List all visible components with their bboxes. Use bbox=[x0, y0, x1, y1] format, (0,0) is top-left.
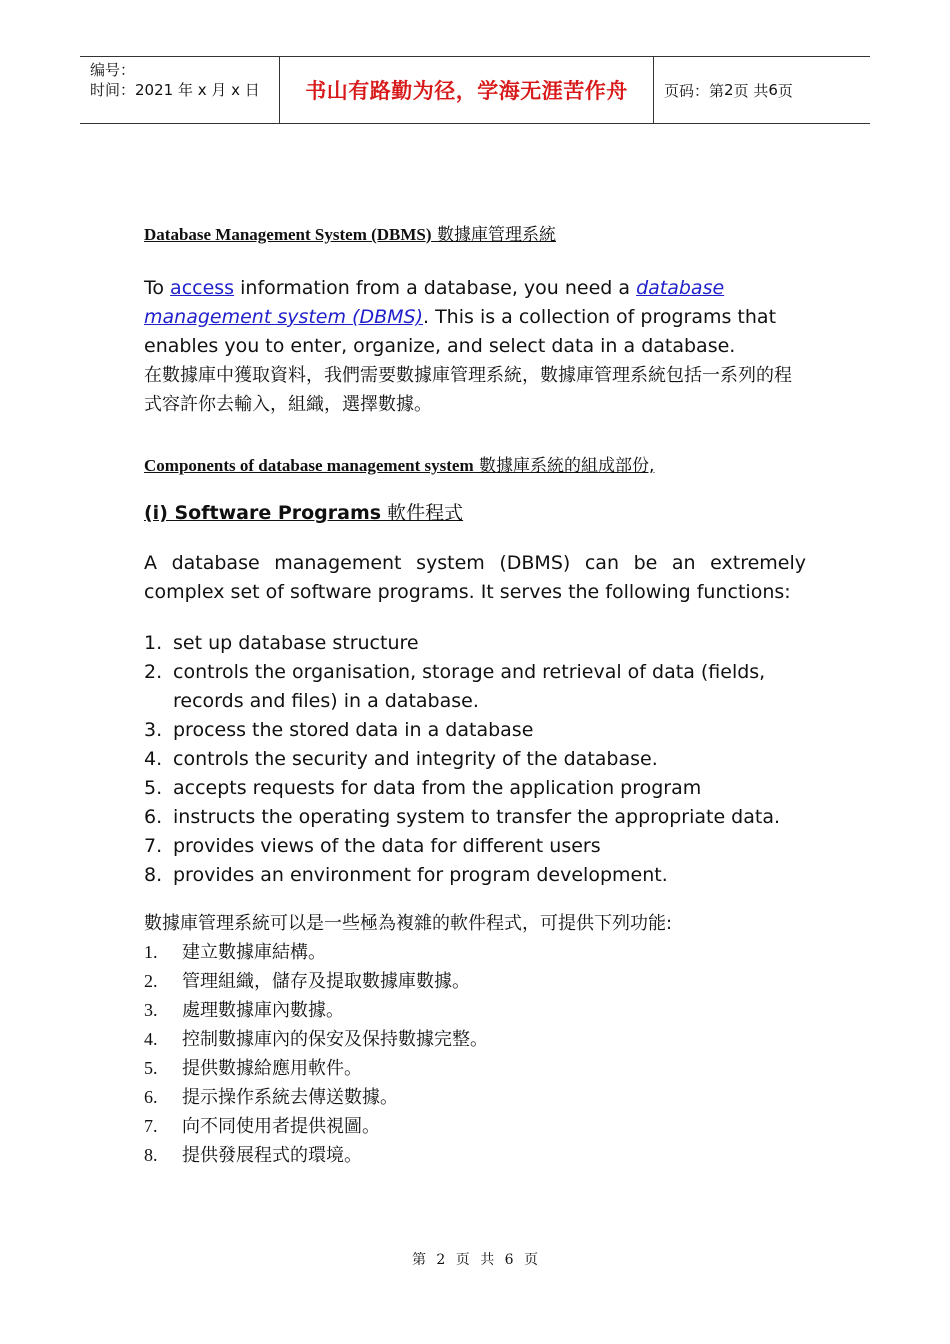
list-item-text: 建立數據庫結構。 bbox=[182, 942, 326, 963]
list-item-text: controls the organisation, storage and retrieval of data (fields, records and files) in a database. bbox=[173, 661, 766, 712]
list-item bbox=[144, 996, 806, 1025]
header-page-total: 6 bbox=[768, 81, 778, 99]
header-page-info bbox=[654, 57, 870, 123]
list-item-number: 5. bbox=[144, 1058, 158, 1078]
header-page-mid: 页 共 bbox=[733, 81, 769, 100]
list-item-number: 4. bbox=[144, 1029, 158, 1049]
list-item-number: 6. bbox=[144, 806, 163, 828]
list-item-text: provides an environment for program development. bbox=[173, 864, 668, 886]
list-item bbox=[144, 716, 806, 745]
list-item-text: 向不同使用者提供視圖。 bbox=[182, 1116, 380, 1137]
list-item-text: accepts requests for data from the application program bbox=[173, 777, 702, 799]
list-item bbox=[144, 938, 806, 967]
description-line-1: A database management system (DBMS) can be an extremely bbox=[144, 552, 806, 574]
list-item-number: 8. bbox=[144, 864, 163, 886]
list-item-number: 2. bbox=[144, 661, 163, 683]
list-item bbox=[144, 803, 806, 832]
page-footer: 第 2 页 共 6 页 bbox=[411, 1252, 539, 1268]
list-item bbox=[144, 1112, 806, 1141]
header-page-label: 页码：第 bbox=[664, 81, 725, 100]
doc-time-label: 时间：2021 年 x 月 x 日 bbox=[90, 81, 260, 99]
list-item bbox=[144, 1141, 806, 1170]
intro-paragraph: To access information from a database, you need a database management system (DBMS). This is a collection of programs that enables you to enter, organize, and select data in a database. bbox=[144, 277, 777, 357]
description-line-2: complex set of software programs. It serves the following functions: bbox=[144, 581, 791, 603]
list-item bbox=[144, 967, 806, 996]
list-item bbox=[144, 745, 806, 774]
header-page-number: 2 bbox=[724, 81, 734, 99]
list-item-number: 8. bbox=[144, 1145, 158, 1165]
list-item-text: provides views of the data for different users bbox=[173, 835, 601, 857]
dbms-link[interactable]: database management system (DBMS) bbox=[144, 277, 725, 328]
list-item-text: set up database structure bbox=[173, 632, 419, 654]
list-item bbox=[144, 832, 806, 861]
list-item-number: 4. bbox=[144, 748, 163, 770]
header-motto: 书山有路勤为径，学海无涯苦作舟 bbox=[305, 78, 628, 103]
list-item-number: 6. bbox=[144, 1087, 158, 1107]
list-item-number: 1. bbox=[144, 632, 163, 654]
list-item-text: controls the security and integrity of the database. bbox=[173, 748, 658, 770]
header-page-end: 页 bbox=[777, 81, 793, 100]
list-item-text: 提供發展程式的環境。 bbox=[182, 1145, 362, 1166]
list-item bbox=[144, 1025, 806, 1054]
list-item-text: process the stored data in a database bbox=[173, 719, 534, 741]
functions-list-en bbox=[144, 629, 806, 890]
list-item bbox=[144, 1054, 806, 1083]
section-title-dbms: Database Management System (DBMS) 數據庫管理系統 bbox=[144, 225, 556, 245]
list-item-number: 7. bbox=[144, 1116, 158, 1136]
list-item-number: 3. bbox=[144, 1000, 158, 1020]
list-item-number: 7. bbox=[144, 835, 163, 857]
header-motto-cell bbox=[280, 57, 654, 123]
list-item-number: 3. bbox=[144, 719, 163, 741]
list-item bbox=[144, 861, 806, 890]
list-item-text: 處理數據庫內數據。 bbox=[182, 1000, 344, 1021]
list-item bbox=[144, 774, 806, 803]
access-link[interactable]: access bbox=[170, 277, 235, 299]
list-item bbox=[144, 1083, 806, 1112]
list-item-number: 1. bbox=[144, 942, 158, 962]
list-item-number: 5. bbox=[144, 777, 163, 799]
intro-paragraph-zh: 在數據庫中獲取資料，我們需要數據庫管理系統，數據庫管理系統包括一系列的程式容許你去輸入，組織，選擇數據。 bbox=[144, 365, 792, 415]
header-meta bbox=[80, 57, 280, 123]
doc-number-label: 编号： bbox=[90, 61, 136, 79]
list-item-text: 提供數據給應用軟件。 bbox=[182, 1058, 362, 1079]
functions-list-zh bbox=[144, 938, 806, 1170]
list-item bbox=[144, 658, 806, 716]
list-item-text: 提示操作系統去傳送數據。 bbox=[182, 1087, 398, 1108]
subsection-title-software: (i) Software Programs 軟件程式 bbox=[144, 502, 464, 524]
zh-functions-intro: 數據庫管理系統可以是一些極為複雜的軟件程式，可提供下列功能: bbox=[144, 913, 673, 934]
page-header bbox=[80, 56, 870, 124]
list-item-text: 管理組織，儲存及提取數據庫數據。 bbox=[182, 971, 470, 992]
section-title-components: Components of database management system 數據庫系統的組成部份, bbox=[144, 456, 655, 476]
list-item-text: instructs the operating system to transfer the appropriate data. bbox=[173, 806, 781, 828]
list-item bbox=[144, 629, 806, 658]
list-item-number: 2. bbox=[144, 971, 158, 991]
list-item-text: 控制數據庫內的保安及保持數據完整。 bbox=[182, 1029, 488, 1050]
